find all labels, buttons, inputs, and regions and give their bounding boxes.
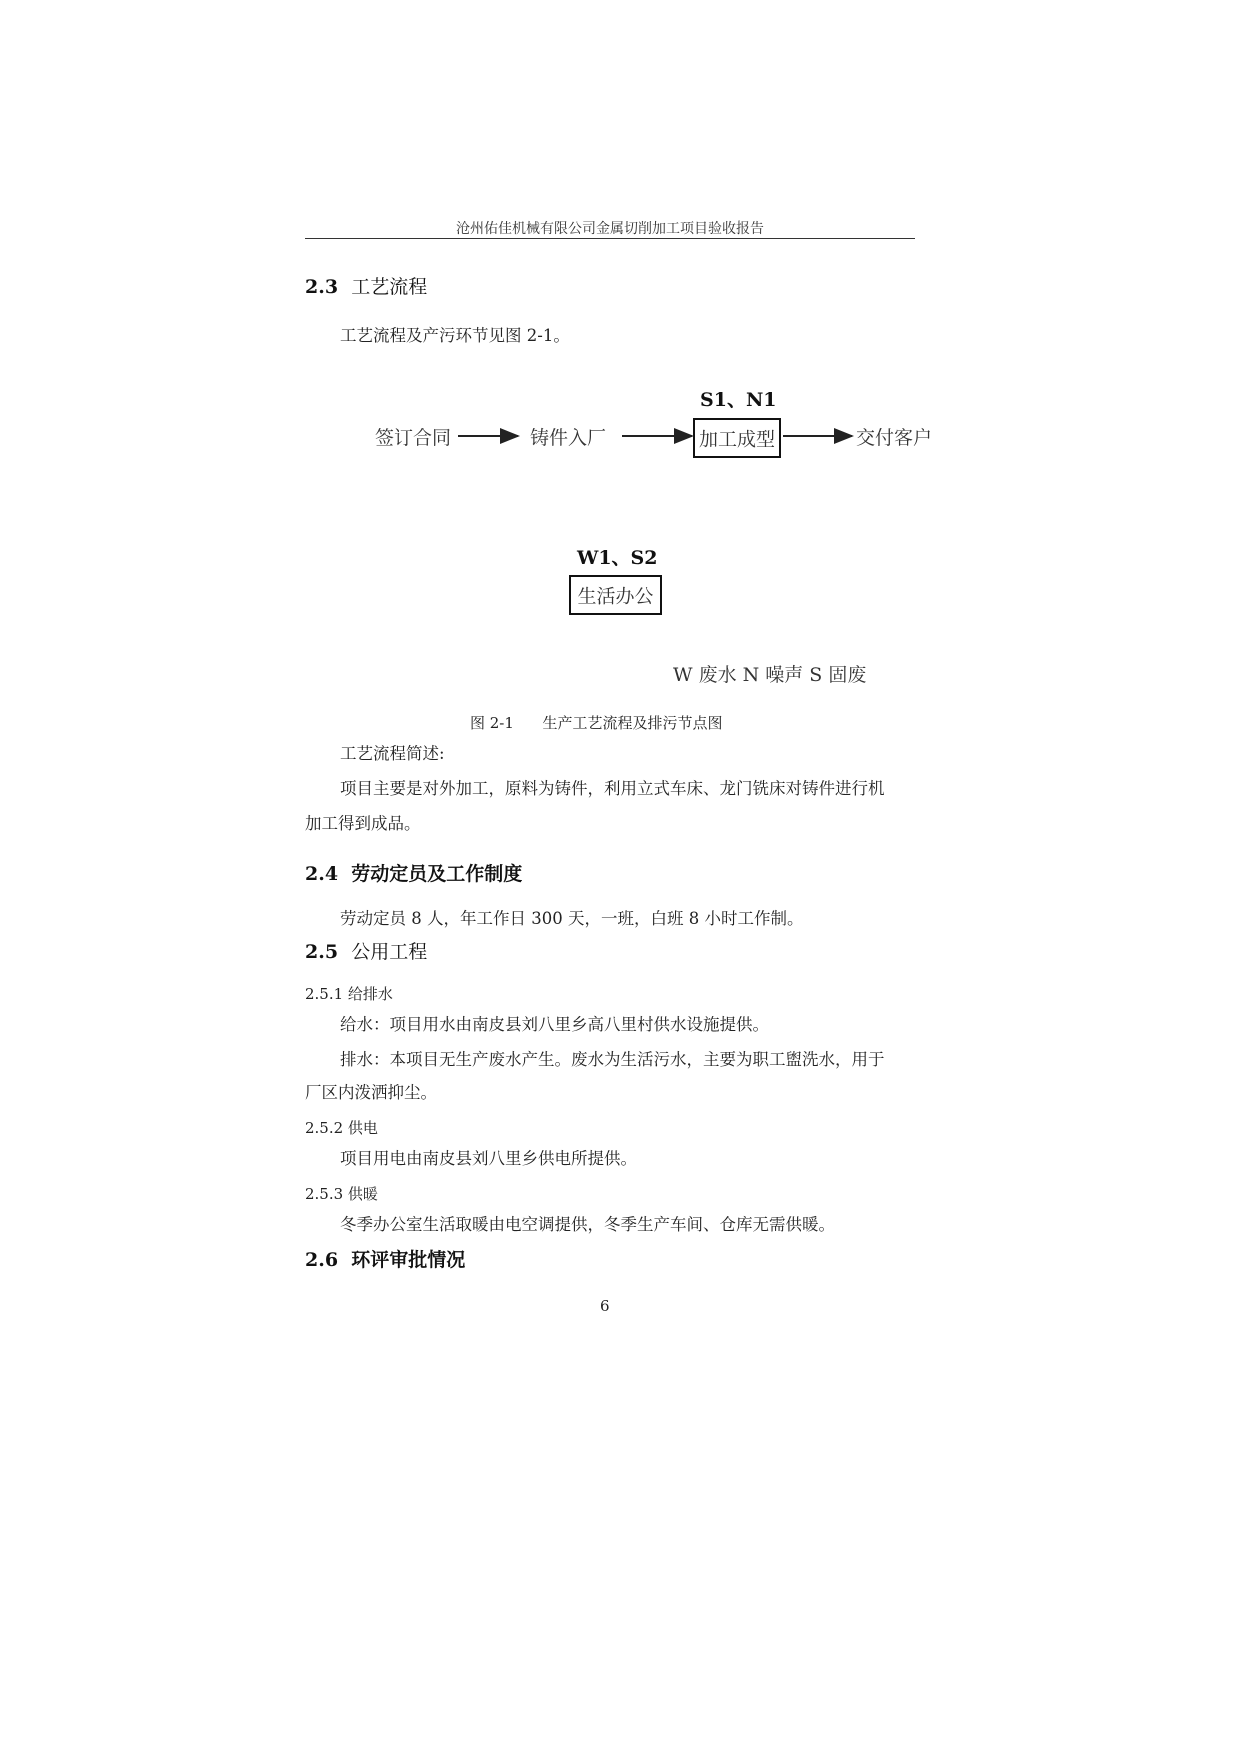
section-title: 工艺流程 [351,276,428,298]
figure-title: 生产工艺流程及排污节点图 [542,714,723,732]
section-number: 2.6 [305,1249,339,1271]
flow-description-line1: 项目主要是对外加工，原料为铸件，利用立式车床、龙门铣床对铸件进行机 [340,779,885,798]
section-number: 2.3 [305,276,339,298]
section-number: 2.5 [305,941,339,963]
subsection-2-5-3: 2.5.3 供暖 [305,1185,378,1203]
office-node: 生活办公 [577,585,654,608]
section-title: 环评审批情况 [351,1249,466,1271]
flow-node-machining: 加工成型 [698,428,775,451]
flow-description-title: 工艺流程简述: [340,744,445,763]
drainage-line2: 厂区内泼洒抑尘。 [305,1083,437,1102]
flow-description-line2: 加工得到成品。 [305,814,421,833]
section-title: 劳动定员及工作制度 [351,863,523,885]
figure-number: 图 2-1 [470,714,514,732]
page-number: 6 [600,1297,610,1315]
section-number: 2.4 [305,863,339,885]
heating-text: 冬季办公室生活取暖由电空调提供，冬季生产车间、仓库无需供暖。 [340,1215,835,1234]
drainage-line1: 排水：本项目无生产废水产生。废水为生活污水，主要为职工盥洗水，用于 [340,1050,885,1069]
section-2-5-heading [305,937,427,964]
subsection-2-5-2: 2.5.2 供电 [305,1119,378,1137]
flow-node-sign-contract: 签订合同 [375,427,452,449]
office-box [569,575,662,615]
node3-pollution-tag: S1、N1 [700,389,777,411]
flow-intro-text: 工艺流程及产污环节见图 2-1。 [340,326,570,345]
diagram-legend: W 废水 N 噪声 S 固废 [673,664,867,686]
figure-caption [470,712,723,733]
flow-node-casting-arrival: 铸件入厂 [530,427,607,449]
flow-node-deliver-customer: 交付客户 [856,427,933,449]
section-2-6-heading [305,1245,465,1272]
labor-text: 劳动定员 8 人，年工作日 300 天，一班，白班 8 小时工作制。 [340,909,804,928]
office-pollution-tag: W1、S2 [577,547,658,569]
section-title: 公用工程 [351,941,428,963]
section-2-4-heading [305,859,522,886]
subsection-2-5-1: 2.5.1 给排水 [305,985,393,1003]
power-text: 项目用电由南皮县刘八里乡供电所提供。 [340,1149,637,1168]
page-header: 沧州佑佳机械有限公司金属切削加工项目验收报告 [456,221,764,237]
water-supply-text: 给水：项目用水由南皮县刘八里乡高八里村供水设施提供。 [340,1015,769,1034]
